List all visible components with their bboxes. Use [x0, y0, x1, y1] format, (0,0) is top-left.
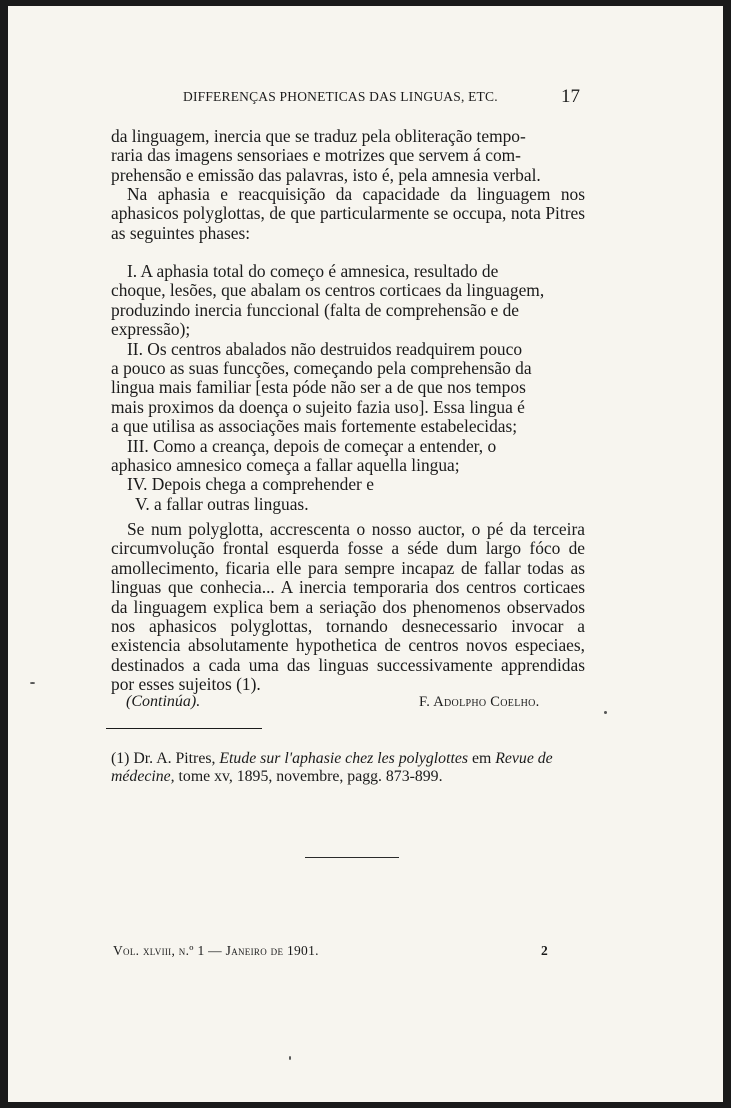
- list-item: produzindo inercia funccional (falta de comprehensão e de: [111, 299, 520, 320]
- list-item: aphasico amnesico começa a fallar aquella lingua;: [111, 455, 460, 476]
- closing-paragraph: [111, 520, 585, 695]
- footer-volume: Vol. xlviii, n.º 1 — Janeiro de 1901.: [113, 943, 319, 958]
- scan-speck: [604, 711, 607, 714]
- footnote-marker: (1) Dr. A. Pitres,: [111, 750, 216, 767]
- paragraph-text: Na aphasia e reacquisição da capacidade da linguagem nos aphasicos polyglottas, de que particularmente se occupa, nota Pitres as seguintes phases:: [111, 184, 585, 243]
- list-item: a que utilisa as associações mais fortemente estabelecidas;: [111, 416, 518, 437]
- footnote-title: Etude sur l'aphasie chez les polyglottes: [219, 750, 469, 767]
- author-signature: F. Adolpho Coelho.: [419, 694, 540, 710]
- page-number: 17: [561, 86, 580, 107]
- signature-mark: 2: [541, 943, 548, 958]
- footnote-rest: tome xv, 1895, novembre, pagg. 873-899.: [178, 768, 443, 785]
- list-item: II. Os centros abalados não destruidos readquirem pouco: [127, 338, 523, 359]
- intro-paragraph-2: [111, 185, 585, 243]
- text-line: raria das imagens sensoriaes e motrizes que servem á com-: [111, 145, 521, 166]
- footnote-rule: [106, 728, 262, 729]
- list-item: IV. Depois chega a comprehender e: [127, 474, 374, 495]
- text-line: prehensão e emissão das palavras, isto é, pela amnesia verbal.: [111, 164, 541, 185]
- paragraph-text: Se num polyglotta, accrescenta o nosso auctor, o pé da terceira circumvolução frontal esquerda fosse a séde dum largo fóco de amollecimento, ficaria elle para sempre incapaz de fallar todas as linguas que conhecia... A inercia temporaria dos centros corticaes da linguagem explica bem a seriação dos phenomenos observados nos aphasicos polyglottas, tornando desnecessario invocar a existencia absolutamente hypothetica de centros novos especiaes, destinados a cada uma das linguas successivamente apprendidas por esses sujeitos (1).: [111, 519, 585, 695]
- footnote: [111, 750, 585, 786]
- footnote-journal: Revue de médecine,: [111, 750, 553, 785]
- list-item: I. A aphasia total do começo é amnesica, resultado de: [127, 261, 499, 281]
- scan-speck: [30, 682, 35, 684]
- list-item: choque, lesões, que abalam os centros corticaes da linguagem,: [111, 280, 545, 301]
- list-item: III. Como a creança, depois de começar a entender, o: [127, 435, 497, 456]
- scan-speck: [289, 1056, 291, 1060]
- list-item: mais proximos da doença o sujeito fazia uso]. Essa lingua é: [111, 396, 525, 417]
- footnote-middle: em: [471, 750, 492, 767]
- continua-note: (Continúa).: [126, 693, 201, 710]
- list-item: expressão);: [111, 319, 191, 340]
- list-item: lingua mais familiar [esta póde não ser a de que nos tempos: [111, 377, 526, 398]
- document-page: [8, 6, 723, 1102]
- list-item: V. a fallar outras linguas.: [135, 493, 309, 514]
- running-title: DIFFERENÇAS PHONETICAS DAS LINGUAS, ETC.: [183, 89, 498, 104]
- intro-paragraph: [111, 127, 585, 185]
- list-item: a pouco as suas funcções, começando pela comprehensão da: [111, 358, 532, 379]
- phases-list: [111, 262, 585, 514]
- text-line: da linguagem, inercia que se traduz pela obliteração tempo-: [111, 126, 526, 146]
- section-divider: [305, 857, 399, 858]
